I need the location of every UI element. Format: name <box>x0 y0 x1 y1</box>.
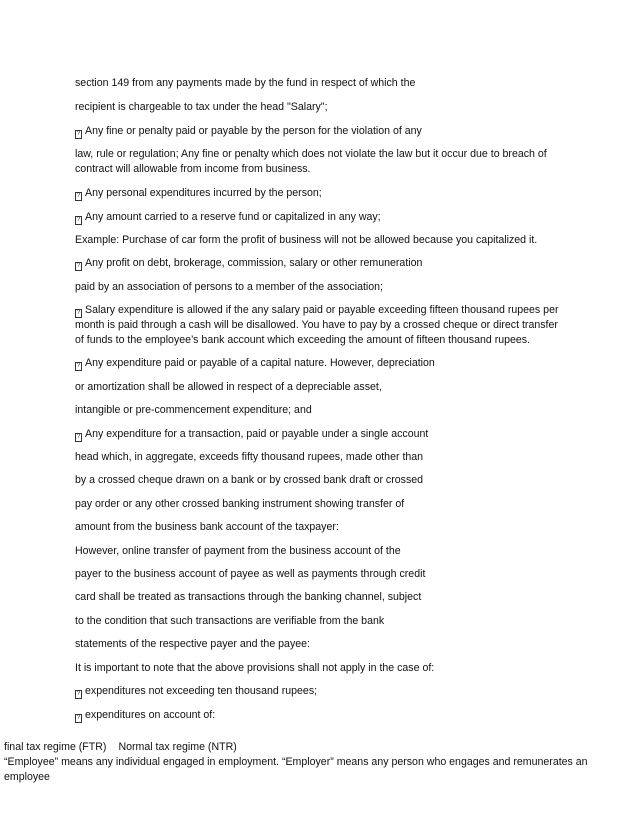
bullet-item <box>75 427 565 442</box>
bullet-item <box>75 124 565 139</box>
bullet-item <box>75 684 565 699</box>
bullet-text: Any expenditure for a transaction, paid or payable under a single account <box>85 428 429 440</box>
paragraph-line: Example: Purchase of car form the profit of business will not be allowed because you capitalized it. <box>75 234 538 246</box>
bullet-text: expenditures on account of: <box>85 709 216 721</box>
bullet-item <box>75 303 565 348</box>
bullet-text: Any amount carried to a reserve fund or capitalized in any way; <box>85 211 381 223</box>
paragraph-line: pay order or any other crossed banking instrument showing transfer of <box>75 498 405 510</box>
paragraph-line: or amortization shall be allowed in respect of a depreciable asset, <box>75 381 382 393</box>
missing-glyph-bullet-icon: ? <box>76 131 81 137</box>
footer-definition: “Employee” means any individual engaged in employment. “Employer” means any person who engages and remunerates an employee <box>4 756 588 783</box>
paragraph-line: law, rule or regulation; Any fine or penalty which does not violate the law but it occur due to breach of contract will allowable from income from business. <box>75 148 547 175</box>
paragraph-line: intangible or pre-commencement expenditure; and <box>75 404 312 416</box>
bullet-text: Any expenditure paid or payable of a capital nature. However, depreciation <box>85 357 435 369</box>
paragraph-line: payer to the business account of payee as well as payments through credit <box>75 568 426 580</box>
bullet-text: Salary expenditure is allowed if the any salary paid or payable exceeding fifteen thousand rupees per month is paid through a cash will be disallowed. You have to pay by a crossed cheque or direct transfer of funds to the employee’s bank account which exceeding the amount of fifteen thousand rupees. <box>75 304 559 346</box>
bullet-text: Any profit on debt, brokerage, commission, salary or other remuneration <box>85 257 423 269</box>
missing-glyph-bullet-icon: ? <box>76 715 81 721</box>
footer-regimes <box>4 740 624 755</box>
ftr-label: final tax regime (FTR) <box>4 741 107 753</box>
missing-glyph-bullet-icon: ? <box>76 310 81 316</box>
ntr-label: Normal tax regime (NTR) <box>118 741 237 753</box>
paragraph-line: by a crossed cheque drawn on a bank or by crossed bank draft or crossed <box>75 474 424 486</box>
bullet-item <box>75 210 565 225</box>
missing-glyph-bullet-icon: ? <box>76 217 81 223</box>
paragraph-line: It is important to note that the above provisions shall not apply in the case of: <box>75 662 435 674</box>
bullet-text: expenditures not exceeding ten thousand rupees; <box>85 685 318 697</box>
bullet-item <box>75 186 565 201</box>
paragraph-line: However, online transfer of payment from the business account of the <box>75 545 401 557</box>
bullet-item <box>75 256 565 271</box>
bullet-item <box>75 356 565 371</box>
paragraph-line: paid by an association of persons to a member of the association; <box>75 281 383 293</box>
paragraph-line: card shall be treated as transactions through the banking channel, subject <box>75 591 422 603</box>
missing-glyph-bullet-icon: ? <box>76 263 81 269</box>
missing-glyph-bullet-icon: ? <box>76 434 81 440</box>
paragraph-line: recipient is chargeable to tax under the head "Salary"; <box>75 101 328 113</box>
paragraph-line: to the condition that such transactions are verifiable from the bank <box>75 615 385 627</box>
bullet-item <box>75 708 565 723</box>
paragraph-line: section 149 from any payments made by the fund in respect of which the <box>75 77 416 89</box>
missing-glyph-bullet-icon: ? <box>76 691 81 697</box>
missing-glyph-bullet-icon: ? <box>76 193 81 199</box>
paragraph-line: amount from the business bank account of the taxpayer: <box>75 521 339 533</box>
missing-glyph-bullet-icon: ? <box>76 363 81 369</box>
bullet-text: Any fine or penalty paid or payable by the person for the violation of any <box>85 125 422 137</box>
paragraph-line: head which, in aggregate, exceeds fifty thousand rupees, made other than <box>75 451 424 463</box>
paragraph-line: statements of the respective payer and the payee: <box>75 638 310 650</box>
bullet-text: Any personal expenditures incurred by the person; <box>85 187 322 199</box>
